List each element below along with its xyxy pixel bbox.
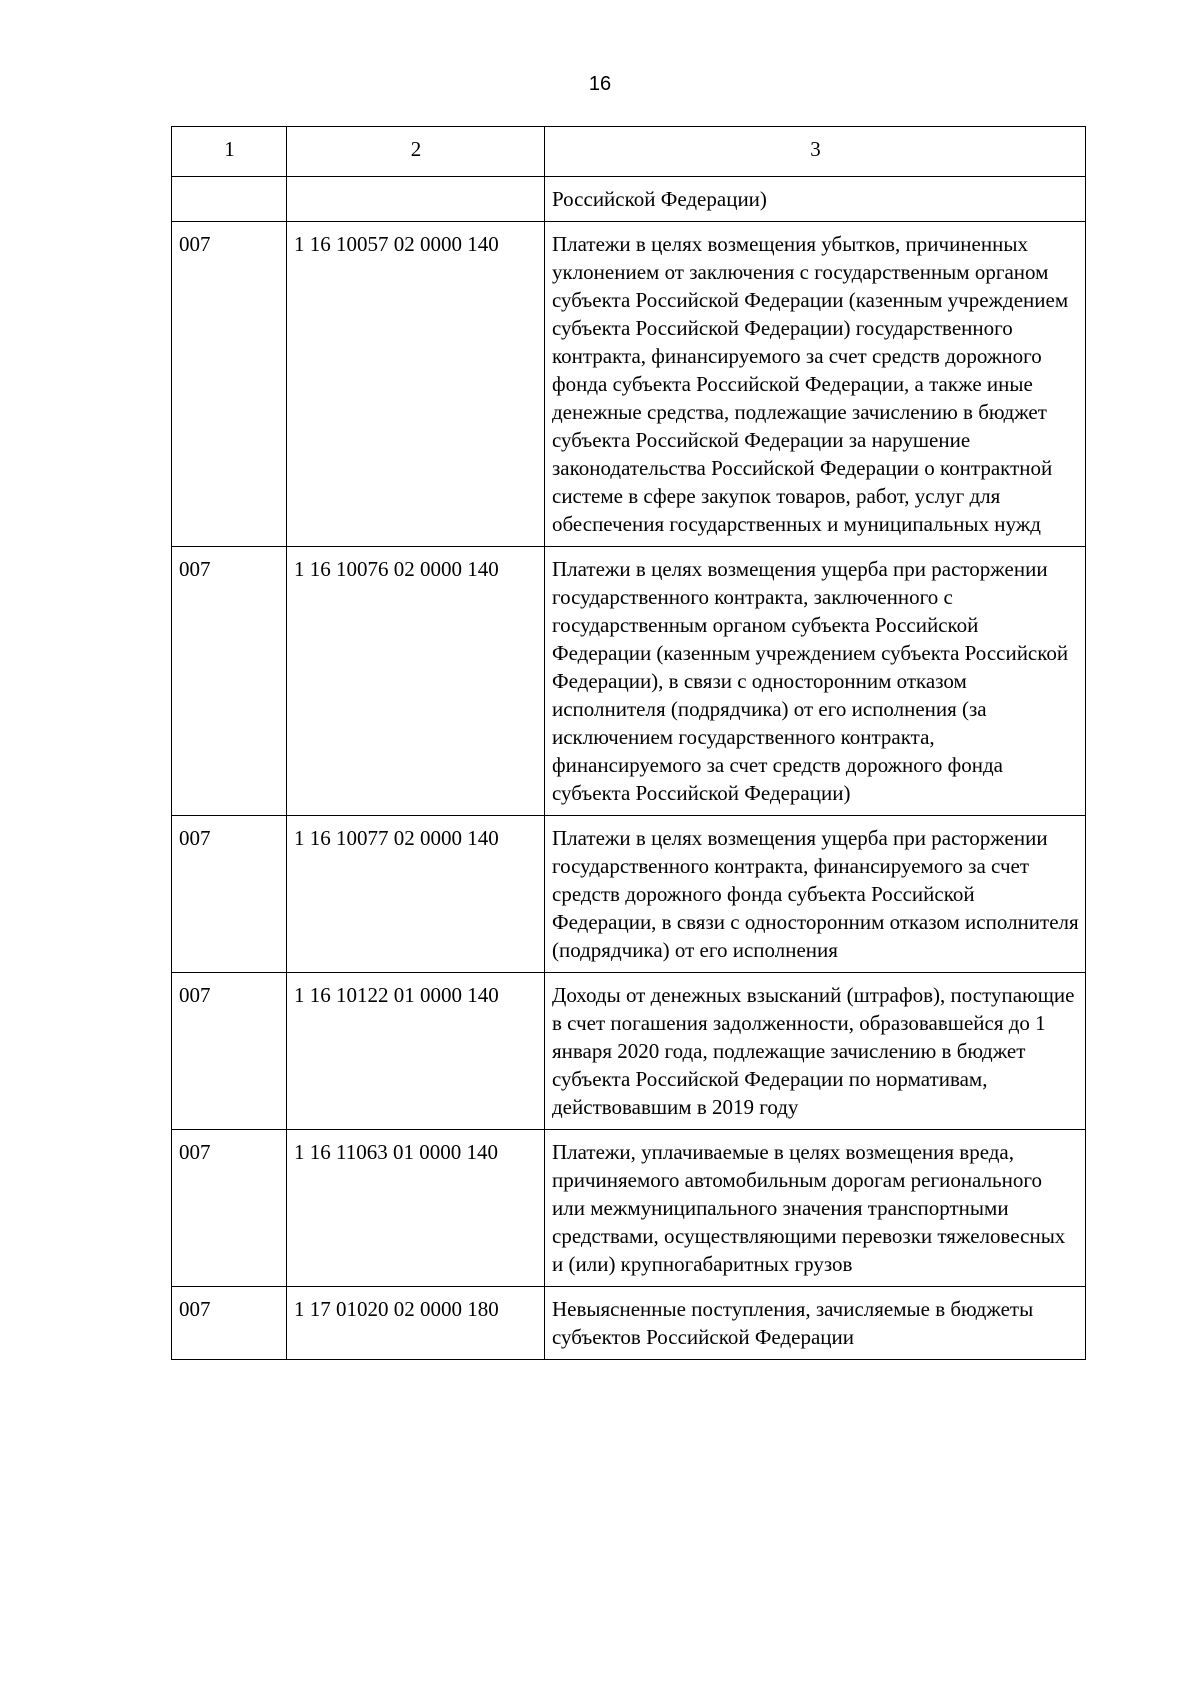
admin-code-cell (172, 177, 287, 222)
table-row (172, 973, 1086, 1130)
budget-code-cell: 1 16 10076 02 0000 140 (287, 547, 545, 816)
budget-code-cell: 1 16 11063 01 0000 140 (287, 1130, 545, 1287)
budget-code-cell (287, 177, 545, 222)
table-row (172, 222, 1086, 547)
admin-code-cell: 007 (172, 1130, 287, 1287)
column-header-1: 1 (172, 127, 287, 177)
admin-code-cell: 007 (172, 1287, 287, 1360)
description-cell: Доходы от денежных взысканий (штрафов), поступающие в счет погашения задолженности, образовавшейся до 1 января 2020 года, подлежащие зачислению в бюджет субъекта Российской Федерации по нормативам, действовавшим в 2019 году (545, 973, 1086, 1130)
description-cell: Платежи в целях возмещения убытков, причиненных уклонением от заключения с государственным органом субъекта Российской Федерации (казенным учреждением субъекта Российской Федерации) государственного контракта, финансируемого за счет средств дорожного фонда субъекта Российской Федерации, а также иные денежные средства, подлежащие зачислению в бюджет субъекта Российской Федерации за нарушение законодательства Российской Федерации о контрактной системе в сфере закупок товаров, работ, услуг для обеспечения государственных и муниципальных нужд (545, 222, 1086, 547)
description-cell: Платежи, уплачиваемые в целях возмещения вреда, причиняемого автомобильным дорогам регионального или межмуниципального значения транспортными средствами, осуществляющими перевозки тяжеловесных и (или) крупногабаритных грузов (545, 1130, 1086, 1287)
column-header-3: 3 (545, 127, 1086, 177)
admin-code-cell: 007 (172, 547, 287, 816)
budget-code-cell: 1 16 10122 01 0000 140 (287, 973, 545, 1130)
table-row (172, 547, 1086, 816)
column-header-2: 2 (287, 127, 545, 177)
budget-code-cell: 1 17 01020 02 0000 180 (287, 1287, 545, 1360)
description-cell: Платежи в целях возмещения ущерба при расторжении государственного контракта, финансируемого за счет средств дорожного фонда субъекта Российской Федерации, в связи с односторонним отказом исполнителя (подрядчика) от его исполнения (545, 816, 1086, 973)
table-row (172, 1130, 1086, 1287)
income-codes-table (171, 126, 1086, 1360)
budget-code-cell: 1 16 10057 02 0000 140 (287, 222, 545, 547)
admin-code-cell: 007 (172, 816, 287, 973)
budget-code-cell: 1 16 10077 02 0000 140 (287, 816, 545, 973)
admin-code-cell: 007 (172, 973, 287, 1130)
description-cell: Российской Федерации) (545, 177, 1086, 222)
description-cell: Платежи в целях возмещения ущерба при расторжении государственного контракта, заключенного с государственным органом субъекта Российской Федерации (казенным учреждением субъекта Российской Федерации), в связи с односторонним отказом исполнителя (подрядчика) от его исполнения (за исключением государственного контракта, финансируемого за счет средств дорожного фонда субъекта Российской Федерации) (545, 547, 1086, 816)
table-header-row (172, 127, 1086, 177)
table-row (172, 177, 1086, 222)
table-row (172, 1287, 1086, 1360)
description-cell: Невыясненные поступления, зачисляемые в бюджеты субъектов Российской Федерации (545, 1287, 1086, 1360)
page-number: 16 (588, 73, 612, 95)
table-row (172, 816, 1086, 973)
admin-code-cell: 007 (172, 222, 287, 547)
